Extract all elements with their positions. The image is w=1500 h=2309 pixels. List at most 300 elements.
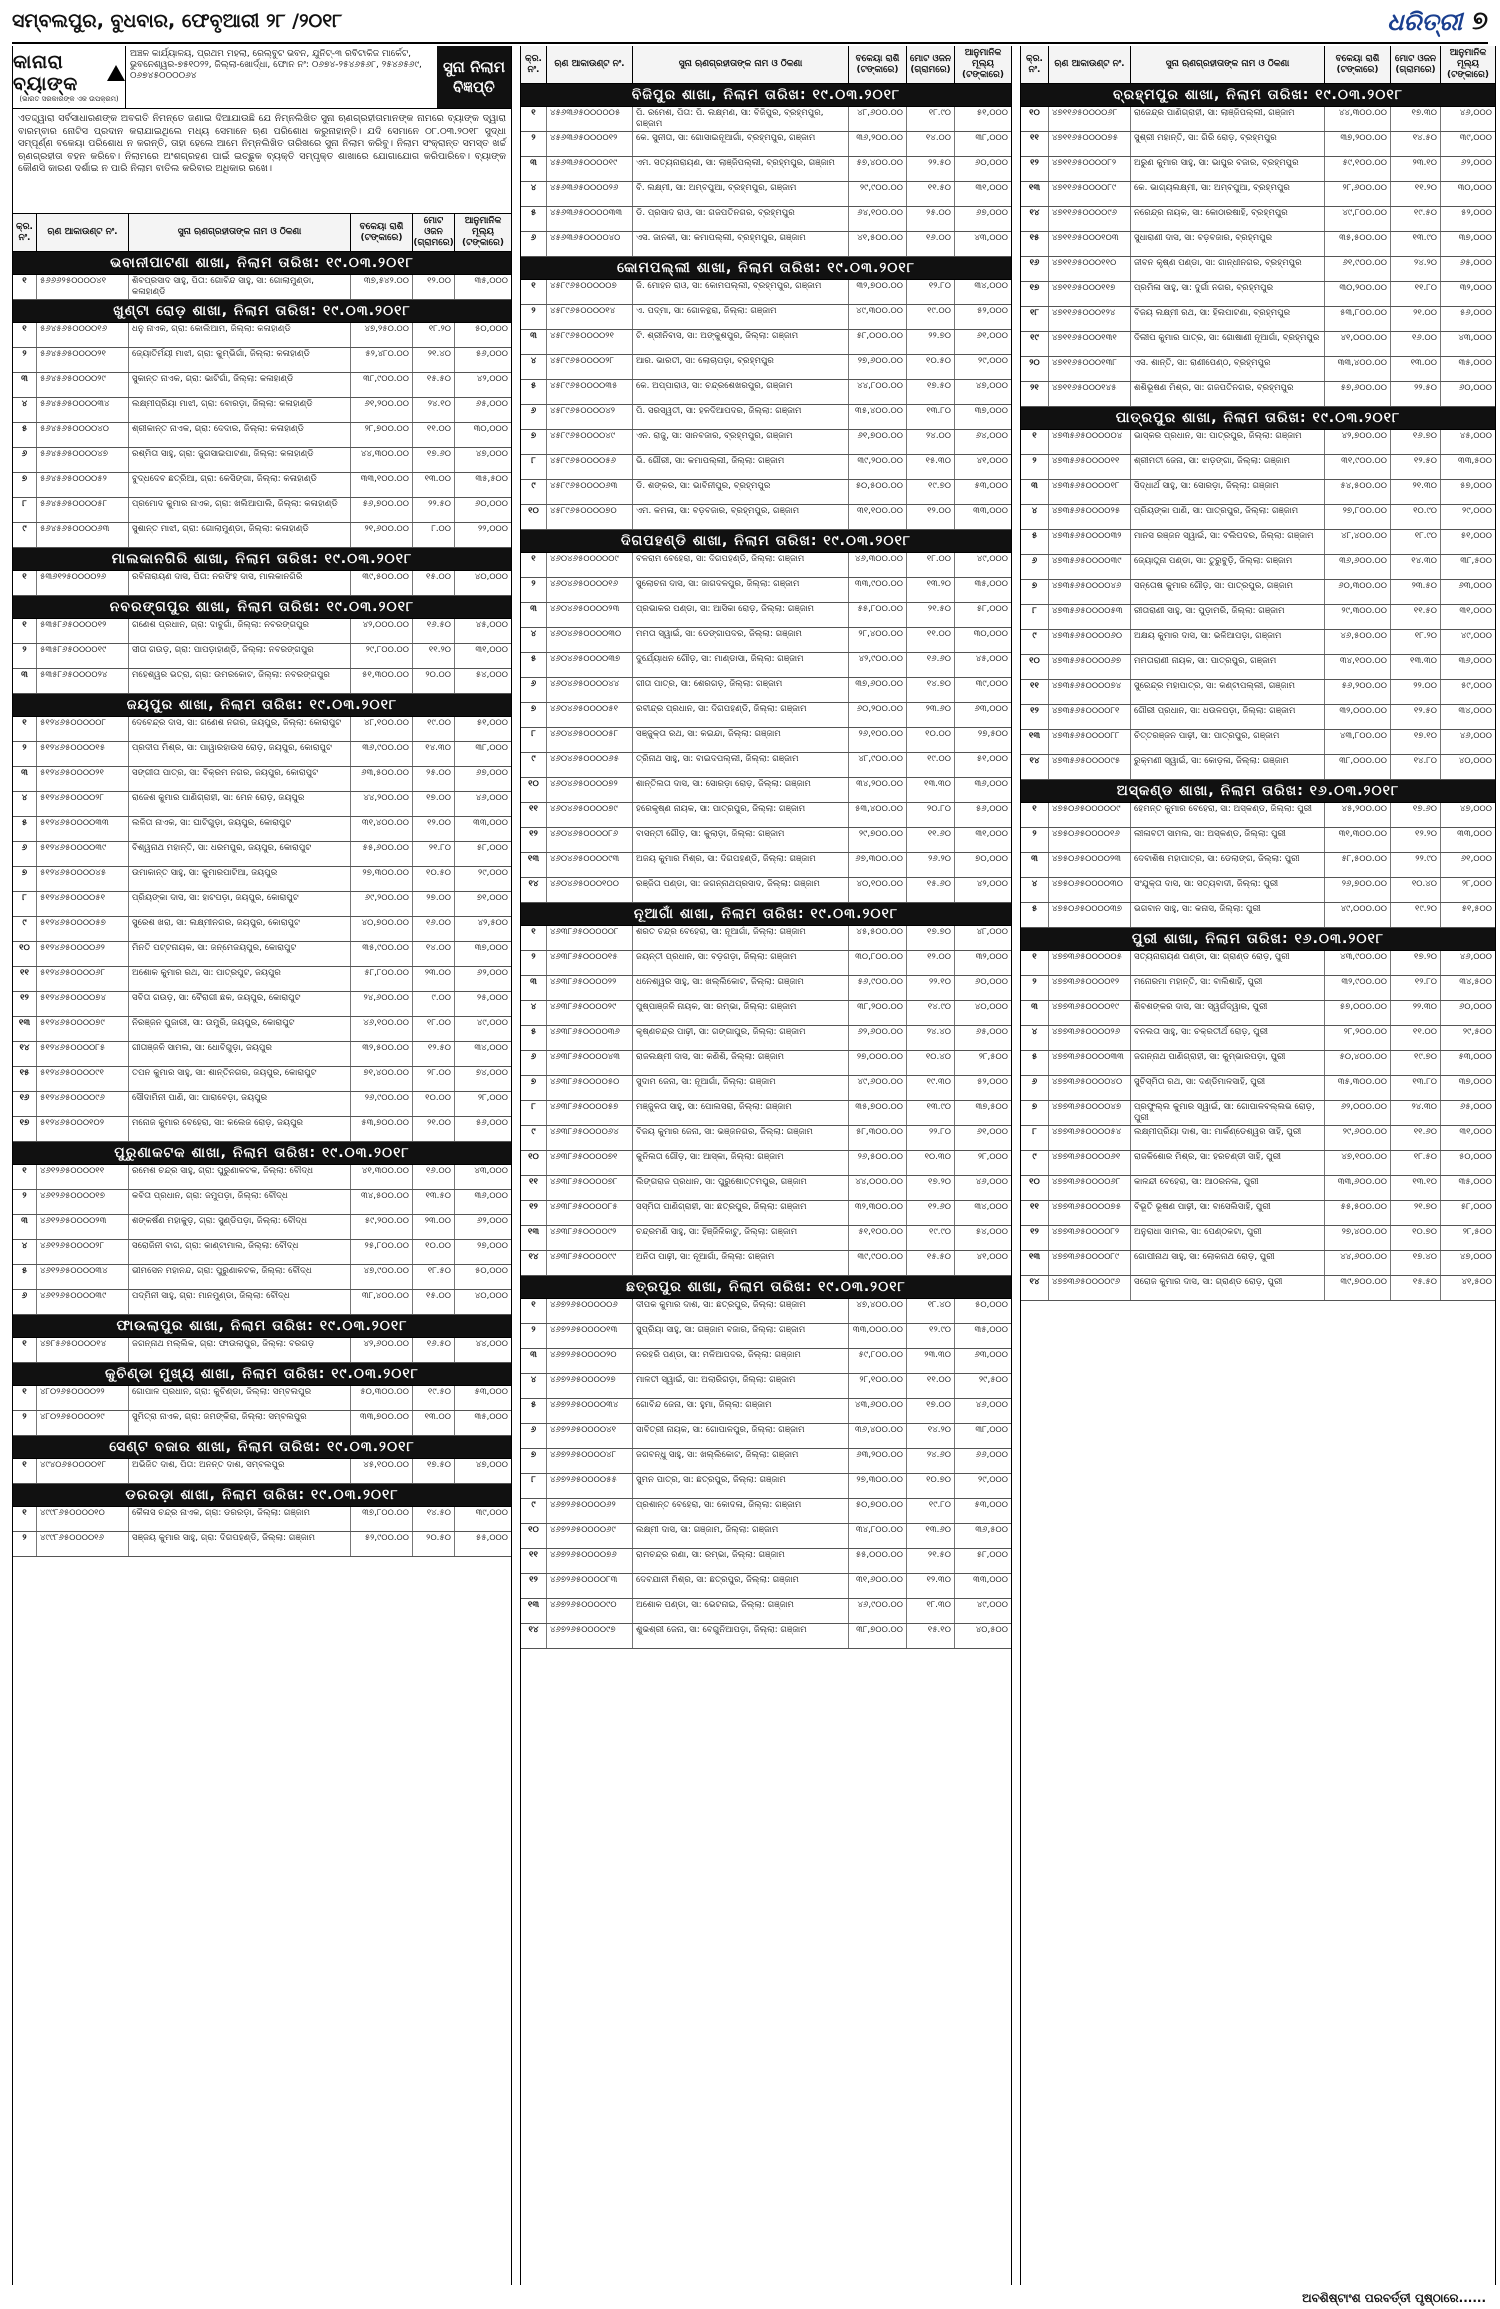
cell-value: ୬୦,୦୦୦ (1458, 1002, 1492, 1012)
cell-due: ୩୨,୫୦୦.୦୦ (351, 1042, 413, 1066)
cell-serial: ୪ (13, 792, 37, 816)
branch-heading: ବିଜିପୁର ଶାଖା, ନିଲାମ ତାରିଖ: ୧୯.୦୩.୨୦୧୮ (521, 84, 1011, 107)
cell-name: ମାଳତୀ ସ୍ୱାଇଁ, ସା: ଅଲାରିଗଡ଼ା, ଜିଲ୍ଲା: ଗଞ୍ଜାମ (633, 1374, 849, 1398)
cell-name: ଦେବଯାନୀ ମିଶ୍ର, ସା: ଛତ୍ରପୁର, ଜିଲ୍ଲା: ଗଞ୍ଜାମ (633, 1574, 849, 1598)
cell-serial: ୪ (521, 355, 547, 379)
cell-serial: ୯ (13, 917, 37, 941)
cell-name: ପୁଷ୍ପାଞ୍ଜଳି ନାୟକ, ସା: ରମ୍ଭା, ଜିଲ୍ଲା: ଗଞ୍ଜାମ (633, 1001, 849, 1025)
cell-due: ୪୨,୬୦୦.୦୦ (351, 1338, 413, 1362)
cell-weight: ୧୧.୫୦ (1391, 605, 1441, 629)
cell-account: ୪୬୭୨୬୫୦୦୦୦୪୮ (547, 1449, 633, 1473)
cell-value: ୫୬,୦୦୦ (1459, 308, 1492, 318)
page-number: ୭ (1472, 5, 1488, 36)
cell-name: ମମତାରାଣୀ ନାୟକ, ସା: ପାତ୍ରପୁର, ଗଞ୍ଜାମ (1131, 655, 1325, 679)
cell-account: ୪୫୬୩୬୫୦୦୦୦୨୬ (547, 182, 633, 206)
cell-weight: ୧୦.୪୦ (1391, 878, 1441, 902)
table-row (1021, 307, 1495, 332)
cell-weight: ୧୭.୧୦ (1391, 730, 1441, 754)
column-1 (12, 46, 512, 2285)
cell-due: ୨୯,୯୦୦.୦୦ (849, 182, 907, 206)
cell-name: ସାବିତ୍ରୀ ନାୟକ, ସା: ଗୋପାଳପୁର, ଜିଲ୍ଲା: ଗଞ୍ଜାମ (633, 1424, 849, 1448)
cell-weight: ୧୪.୨୦ (907, 1424, 955, 1448)
header-serial: କ୍ର. ନଂ. (521, 46, 547, 83)
cell-value: ୨୯,୦୦୦ (978, 1475, 1008, 1485)
cell-due: ୩୧,୯୦୦.୦୦ (1325, 455, 1391, 479)
cell-account: ୫୬୪୫୬୫୦୦୦୦୫୮ (37, 498, 129, 522)
cell-serial: ୧୬ (1021, 257, 1049, 281)
cell-weight: ୧୦.୪୦ (907, 1051, 955, 1075)
cell-due: ୩୬,୯୦୦.୦୦ (351, 742, 413, 766)
cell-weight: ୧୭.୭୦ (907, 926, 955, 950)
cell-weight: ୨୦.୮୦ (907, 803, 955, 827)
cell-account: ୫୧୨୪୬୫୦୦୦୦୧୫ (37, 742, 129, 766)
cell-name: କେ. ସୁନୀତା, ସା: ଗୋସାଇନୂଆଗାଁ, ବ୍ରହ୍ମପୁର, ଗଞ୍ଜାମ (633, 132, 849, 156)
cell-account: ୪୫୮୯୬୫୦୦୦୦୨୧ (547, 330, 633, 354)
table-row (521, 628, 1011, 653)
cell-serial: ୧୨ (1021, 1226, 1049, 1250)
cell-due: ୩୮,୨୦୦.୦୦ (849, 1001, 907, 1025)
cell-weight: ୨୪.୦୦ (907, 430, 955, 454)
cell-due: ୫୫,୦୦୦.୦୦ (849, 1549, 907, 1573)
cell-due: ୪୩,୬୦୦.୦୦ (849, 1399, 907, 1423)
dateline: ସମ୍ବଲପୁର, ବୁଧବାର, ଫେବୃଆରୀ ୨୮ /୨୦୧୮ (12, 10, 343, 32)
cell-account: ୪୭୩୫୬୫୦୦୦୦୩୯ (1049, 555, 1131, 579)
cell-account: ୪୫୮୯୬୫୦୦୦୦୪୯ (547, 430, 633, 454)
cell-value: ୬୬,୦୦୦ (975, 1450, 1008, 1460)
branch-heading: ପୁରୀ ଶାଖା, ନିଲାମ ତାରିଖ: ୧୬.୦୩.୨୦୧୮ (1021, 928, 1495, 951)
cell-weight: ୧୧.୦୦ (907, 628, 955, 652)
cell-account: ୫୬୪୫୬୫୦୦୦୦୪୦ (37, 423, 129, 447)
cell-account: ୪୫୮୯୬୫୦୦୦୦୨୮ (547, 355, 633, 379)
table-row (13, 917, 511, 942)
cell-serial: ୯ (1021, 1151, 1049, 1175)
cell-weight: ୧୪.୯୦ (907, 1001, 955, 1025)
cell-value: ୪୯,୦୦୦ (976, 554, 1008, 564)
cell-account: ୪୫୮୯୬୫୦୦୦୦୩୫ (547, 380, 633, 404)
cell-weight: ୧୯.୫୦ (413, 1386, 455, 1410)
header-weight: ମୋଟ ଓଜନ (ଗ୍ରାମରେ) (1391, 46, 1441, 83)
cell-weight: ୨୪.୪୦ (907, 1026, 955, 1050)
cell-due: ୩୫,୭୦୦.୦୦ (849, 1101, 907, 1125)
cell-due: ୩୫,୪୦୦.୦୦ (849, 405, 907, 429)
table-row (1021, 1026, 1495, 1051)
table-row (1021, 1051, 1495, 1076)
cell-value: ୨୯,୫୦୦ (1462, 1027, 1492, 1037)
cell-serial: ୨ (521, 951, 547, 975)
cell-due: ୪୪,୬୦୦.୦୦ (1325, 1251, 1391, 1275)
cell-value: ୨୮,୫୦୦ (1462, 1227, 1492, 1237)
cell-serial: ୨ (13, 1190, 37, 1214)
cell-value: ୩୮,୫୦୦ (1460, 556, 1492, 566)
cell-due: ୫୦,୭୦୦.୦୦ (849, 1499, 907, 1523)
cell-weight: ୨୫.୦୦ (907, 207, 955, 231)
branch-heading: ଡରରଡ଼ା ଶାଖା, ନିଲାମ ତାରିଖ: ୧୯.୦୩.୨୦୧୮ (13, 1484, 511, 1507)
cell-due: ୪୭,୨୫୦.୦୦ (351, 323, 413, 347)
cell-due: ୫୯,୨୦୦.୦୦ (351, 1215, 413, 1239)
cell-value: ୫୨,୦୦୦ (976, 306, 1008, 316)
table-row (1021, 853, 1495, 878)
table-row (521, 1424, 1011, 1449)
cell-account: ୪୬୦୪୬୫୦୦୦୦୩୭ (547, 653, 633, 677)
cell-serial: ୩ (13, 669, 37, 693)
cell-weight: ୧୩.୦୦ (413, 1411, 455, 1435)
cell-name: ବିଶ୍ୱନାଥ ମହାନ୍ତି, ସା: ଧରମପୁର, ଜୟପୁର, କୋରାପୁଟ (129, 842, 351, 866)
cell-value: ୩୧,୦୦୦ (975, 829, 1008, 839)
cell-weight: ୧୮.୨୦ (413, 323, 455, 347)
cell-weight: ୧୦.୦୦ (413, 1240, 455, 1264)
bank-address: ଅଞ୍ଚଳ କାର୍ଯ୍ୟାଳୟ, ପ୍ରଥମ ମହଲା, ରେଲ୍‌ବୁଟ ଭବନ, ଯୁନିଟ୍-୩ ରବିଟାକିଜ ମାର୍କେଟ, ଭୁବନେଶ୍ୱର-୭୫୧୦୨୨, ଜିଲ୍ଲା-ଖୋର୍ଦ୍ଧା, ଫୋନ ନଂ: ୦୬୭୪-୨୫୪୬୫୬୮, ୨୫୪୬୫୬୯, ୦୬୭୪୫୦୦୦୦୬୪ (130, 49, 422, 81)
cell-account: ୪୮୦୨୬୫୦୦୦୦୨୨ (37, 1386, 129, 1410)
cell-serial: ୧୨ (13, 992, 37, 1016)
cell-value: ୬୧,୦୦୦ (976, 1127, 1008, 1137)
cell-account: ୫୧୨୪୬୫୦୦୦୦୫୧ (37, 892, 129, 916)
cell-name: ଲକ୍ଷ୍ମୀପ୍ରିୟା ମାଝୀ, ଗ୍ରା: ବୋରଡ଼ା, ଜିଲ୍ଲା: କଳାହାଣ୍ଡି (129, 398, 351, 422)
cell-name: ସୁରେଶ ଖରା, ସା: ଲକ୍ଷ୍ମୀନଗର, ଜୟପୁର, କୋରାପୁଟ (129, 917, 351, 941)
ad-title (437, 46, 511, 108)
cell-account: ୪୭୭୩୬୫୦୦୦୦୪୦ (1049, 1076, 1131, 1100)
table-row (1021, 530, 1495, 555)
cell-serial: ୧୪ (1021, 755, 1049, 779)
cell-serial: ୧୯ (1021, 332, 1049, 356)
table-header (521, 46, 1011, 84)
table-row (1021, 555, 1495, 580)
cell-name: ଜୀବନ କୃଷ୍ଣ ପଣ୍ଡା, ସା: ଗାନ୍ଧୀନଗର, ବ୍ରହ୍ମପୁର (1131, 257, 1325, 281)
cell-name: ସୁକାନ୍ତ ନାଏକ, ଗ୍ରା: ଭାଟିଗାଁ, ଜିଲ୍ଲା: କଳାହାଣ୍ଡି (129, 373, 351, 397)
cell-weight: ୨୧.୮୦ (413, 842, 455, 866)
table-row (521, 951, 1011, 976)
cell-value: ୨୯,୦୦୦ (478, 868, 508, 878)
cell-weight: ୧୦.୯୦ (1391, 505, 1441, 529)
cell-due: ୫୨,୯୦୦.୦୦ (351, 1532, 413, 1556)
table-row (13, 1532, 511, 1557)
cell-account: ୪୬୦୪୬୫୦୦୦୦୯୩ (547, 853, 633, 877)
cell-serial: ୯ (521, 480, 547, 504)
cell-name: ଗଣେଶ ପ୍ରଧାନ, ଗ୍ରା: ଦାବୁଗାଁ, ଜିଲ୍ଲା: ନବରଙ୍ଗପୁର (129, 619, 351, 643)
cell-value: ୪୦,୦୦୦ (1458, 756, 1492, 766)
cell-name: ଅଶୋକ କୁମାର ରଥ, ସା: ପାତ୍ରପୁଟ, ଜୟପୁର (129, 967, 351, 991)
cell-due: ୬୪,୧୦୦.୦୦ (849, 207, 907, 231)
table-row (1021, 282, 1495, 307)
table-row (521, 380, 1011, 405)
cell-account: ୪୭୭୩୬୫୦୦୦୦୮୯ (1049, 1251, 1131, 1275)
cell-value: ୩୯,୦୦୦ (1459, 133, 1492, 143)
table-row (1021, 680, 1495, 705)
cell-account: ୪୬୧୨୬୫୦୦୦୦୧୭ (37, 1190, 129, 1214)
cell-name: ଦୁର୍ଯ୍ୟୋଧନ ଗୌଡ଼, ସା: ମାଣ୍ଡାସା, ଜିଲ୍ଲା: ଗଞ୍ଜାମ (633, 653, 849, 677)
cell-account: ୫୧୨୪୬୫୦୦୦୦୪୫ (37, 867, 129, 891)
cell-due: ୪୭,୧୦୦.୦୦ (1325, 1151, 1391, 1175)
cell-due: ୩୪,୫୦୦.୦୦ (351, 1190, 413, 1214)
table-row (521, 355, 1011, 380)
cell-name: ଏ. ପଦ୍ମା, ସା: ଗୋଳନ୍ଥରା, ଜିଲ୍ଲା: ଗଞ୍ଜାମ (633, 305, 849, 329)
cell-weight: ୨୨.୯୦ (1391, 853, 1441, 877)
table-row (521, 926, 1011, 951)
cell-account: ୪୬୧୨୬୫୦୦୦୦୩୯ (37, 1290, 129, 1314)
cell-serial: ୧ (13, 717, 37, 741)
cell-value: ୫୩,୦୦୦ (1458, 1052, 1492, 1062)
cell-value: ୪୧,୦୦୦ (976, 456, 1008, 466)
cell-name: ରାମଚନ୍ଦ୍ର ରଣା, ସା: ରମ୍ଭା, ଜିଲ୍ଲା: ଗଞ୍ଜାମ (633, 1549, 849, 1573)
cell-value: ୩୧,୦୦୦ (975, 183, 1008, 193)
cell-serial: ୧୪ (521, 1624, 547, 1648)
cell-account: ୪୭୩୫୬୫୦୦୦୦୩୨ (1049, 530, 1131, 554)
cell-weight: ୧୭.୨୦ (1391, 951, 1441, 975)
table-row (13, 767, 511, 792)
cell-due: ୫୮,୦୦୦.୦୦ (849, 330, 907, 354)
cell-serial: ୪ (13, 1240, 37, 1264)
cell-due: ୪୬,୯୦୦.୦୦ (849, 1599, 907, 1623)
cell-due: ୫୫,୮୦୦.୦୦ (849, 603, 907, 627)
cell-weight: ୨୨.୦୦ (1391, 680, 1441, 704)
cell-due: ୬୦,୨୦୦.୦୦ (849, 703, 907, 727)
cell-account: ୪୬୭୨୬୫୦୦୦୦୬୯ (547, 1524, 633, 1548)
cell-account: ୪୭୫୦୬୫୦୦୦୦୦୯ (1049, 803, 1131, 827)
cell-serial: ୧୧ (521, 1176, 547, 1200)
cell-account: ୫୬୪୫୬୫୦୦୦୦୨୯ (37, 373, 129, 397)
cell-weight: ୨୩.୧୦ (1391, 157, 1441, 181)
cell-account: ୪୬୦୪୬୫୦୦୦୧୦୦ (547, 878, 633, 902)
cell-name: ତପନ କୁମାର ସାହୁ, ସା: ଶାନ୍ତିନଗର, ଜୟପୁର, କୋରାପୁଟ (129, 1067, 351, 1091)
cell-account: ୪୬୦୪୬୫୦୦୦୦୭୨ (547, 778, 633, 802)
cell-serial: ୧୪ (1021, 207, 1049, 231)
cell-value: ୩୫,୦୦୦ (974, 579, 1008, 589)
branch-heading: ଜୟପୁର ଶାଖା, ନିଲାମ ତାରିଖ: ୧୯.୦୩.୨୦୧୮ (13, 694, 511, 717)
table-row (521, 1251, 1011, 1276)
cell-account: ୫୧୨୪୬୫୦୦୦୦୬୨ (37, 942, 129, 966)
cell-serial: ୧ (521, 926, 547, 950)
table-row (521, 132, 1011, 157)
cell-name: ଡି. ଶଙ୍କର, ସା: ଭାବିନୀପୁର, ବ୍ରହ୍ମପୁର (633, 480, 849, 504)
table-row (13, 1017, 511, 1042)
cell-name: ଅନିତା ପାଢ଼ୀ, ସା: ନୂଆଗାଁ, ଜିଲ୍ଲା: ଗଞ୍ଜାମ (633, 1251, 849, 1275)
cell-serial: ୧୩ (521, 1226, 547, 1250)
cell-account: ୪୬୩୮୬୫୦୦୦୦୫୭ (547, 1101, 633, 1125)
table-row (1021, 107, 1495, 132)
cell-weight: ୧୧.୦୦ (1391, 1026, 1441, 1050)
cell-value: ୬୨,୦୦୦ (476, 968, 508, 978)
table-row (521, 1524, 1011, 1549)
cell-weight: ୧୨.୫୦ (1391, 455, 1441, 479)
cell-account: ୪୭୩୫୬୫୦୦୦୦୫୩ (1049, 605, 1131, 629)
cell-account: ୪୭୭୩୬୫୦୦୦୦୮୨ (1049, 1226, 1131, 1250)
table-row (521, 1574, 1011, 1599)
cell-due: ୨୫,୮୦୦.୦୦ (351, 1240, 413, 1264)
cell-due: ୫୯,୮୦୦.୦୦ (849, 1349, 907, 1373)
cell-weight: ୧୯.୫୦ (1391, 207, 1441, 231)
header-name: ସୁନା ଋଣଗ୍ରହୀତାଙ୍କ ନାମ ଓ ଠିକଣା (633, 46, 849, 83)
cell-value: ୪୯,୦୦୦ (1460, 631, 1492, 641)
cell-value: ୫୩,୦୦୦ (474, 1387, 508, 1397)
cell-account: ୪୬୦୪୬୫୦୦୦୦୭୯ (547, 803, 633, 827)
cell-weight: ୧୮.୯୦ (907, 107, 955, 131)
cell-value: ୪୧,୦୦୦ (976, 1252, 1008, 1262)
cell-name: ଶଙ୍କର୍ଷଣ ମହାକୁଡ଼, ଗ୍ରା: ସୁଣ୍ଡିପଡ଼ା, ଜିଲ୍ଲା: ବୌଦ୍ଧ (129, 1215, 351, 1239)
cell-account: ୪୭୫୦୬୫୦୦୦୦୩୦ (1049, 878, 1131, 902)
cell-weight: ୧୩.୩୦ (907, 778, 955, 802)
cell-value: ୨୯,୦୦୦ (1462, 506, 1492, 516)
cell-value: ୩୪,୦୦୦ (474, 1043, 508, 1053)
cell-account: ୪୭୫୦୬୫୦୦୦୦୨୩ (1049, 853, 1131, 877)
cell-account: ୪୫୮୯୬୫୦୦୦୦୧୪ (547, 305, 633, 329)
bank-triangle-icon (107, 65, 125, 81)
cell-weight: ୧୨.୮୦ (1391, 976, 1441, 1000)
cell-value: ୫୧,୦୦୦ (976, 754, 1008, 764)
table-row (13, 892, 511, 917)
cell-name: କାଳନ୍ଦୀ ବେହେରା, ସା: ଆଠରନଳା, ପୁରୀ (1131, 1176, 1325, 1200)
cell-value: ୬୨,୦୦୦ (1460, 158, 1492, 168)
cell-name: ସନ୍ତୋଷ କୁମାର ଗୌଡ଼, ସା: ପାତ୍ରପୁର, ଗଞ୍ଜାମ (1131, 580, 1325, 604)
cell-due: ୪୦,୭୦୦.୦୦ (351, 917, 413, 941)
table-row (1021, 730, 1495, 755)
cell-account: ୪୫୮୯୬୫୦୦୦୦୬୩ (547, 480, 633, 504)
cell-account: ୪୬୩୮୬୫୦୦୦୦୬୪ (547, 1126, 633, 1150)
cell-account: ୪୬୦୪୬୫୦୦୦୦୨୩ (547, 603, 633, 627)
cell-weight: ୧୮.୫୦ (413, 1265, 455, 1289)
cell-weight: ୨୭.୦୦ (413, 892, 455, 916)
cell-due: ୩୮,୭୦୦.୦୦ (849, 1624, 907, 1648)
table-row (13, 1290, 511, 1315)
cell-account: ୪୬୭୨୬୫୦୦୦୦୫୫ (547, 1474, 633, 1498)
cell-name: ସତ୍ୟନାରାୟଣ ପଣ୍ଡା, ସା: ଗ୍ରାଣ୍ଡ ରୋଡ଼, ପୁରୀ (1131, 951, 1325, 975)
table-row (13, 1165, 511, 1190)
cell-value: ୫୦,୦୦୦ (975, 1300, 1008, 1310)
cell-name: ସଙ୍ଗୀତା ପାତ୍ର, ସା: ବିକ୍ରମ ନଗର, ଜୟପୁର, କୋରାପୁଟ (129, 767, 351, 791)
cell-value: ୫୮,୦୦୦ (476, 843, 508, 853)
table-row (1021, 505, 1495, 530)
cell-value: ୫୮,୦୦୦ (976, 604, 1008, 614)
table-row (13, 473, 511, 498)
cell-name: ଏମ. କମଳା, ସା: ବଡ଼ବଜାର, ବ୍ରହ୍ମପୁର, ଗଞ୍ଜାମ (633, 505, 849, 529)
cell-name: କବିତା ପ୍ରଧାନ, ଗ୍ରା: ଜମୁପଡ଼ା, ଜିଲ୍ଲା: ବୌଦ୍ଧ (129, 1190, 351, 1214)
cell-name: ସୁରେନ୍ଦ୍ର ମହାପାତ୍ର, ସା: କଣ୍ଟାପଲ୍ଲୀ, ଗଞ୍ଜାମ (1131, 680, 1325, 704)
cell-value: ୪୨,୦୦୦ (976, 879, 1008, 889)
table-row (1021, 332, 1495, 357)
cell-account: ୪୭୩୫୬୫୦୦୦୦୧୧ (1049, 455, 1131, 479)
cell-value: ୩୬,୦୦୦ (474, 1191, 508, 1201)
cell-name: ଚନ୍ଦ୍ରମଣି ସାହୁ, ସା: ହିଞ୍ଜିଳିକାଟୁ, ଜିଲ୍ଲା: ଗଞ୍ଜାମ (633, 1226, 849, 1250)
cell-value: ୬୨,୦୦୦ (476, 1216, 508, 1226)
cell-weight: ୨୦.୫୦ (413, 1532, 455, 1556)
cell-serial: ୧୧ (1021, 680, 1049, 704)
cell-serial: ୧ (13, 1507, 37, 1531)
cell-name: କେ. ଭାଗ୍ୟଲକ୍ଷ୍ମୀ, ସା: ଅମ୍ବପୁଆ, ବ୍ରହ୍ମପୁର (1131, 182, 1325, 206)
table-row (521, 703, 1011, 728)
table-row (13, 1117, 511, 1142)
cell-weight: ୧୫.୧୦ (907, 1624, 955, 1648)
cell-serial: ୬ (521, 1424, 547, 1448)
cell-due: ୩୬,୬୦୦.୦୦ (1325, 555, 1391, 579)
cell-account: ୪୭୮୫୬୫୦୦୦୦୧୪ (37, 1338, 129, 1362)
cell-due: ୩୨,୩୦୦.୦୦ (849, 1201, 907, 1225)
table-row (1021, 1001, 1495, 1026)
cell-weight: ୧୯.୨୦ (1391, 903, 1441, 927)
cell-name: ଅଜୟ କୁମାର ମିଶ୍ର, ସା: ଦିଗପହଣ୍ଡି, ଜିଲ୍ଲା: ଗଞ୍ଜାମ (633, 853, 849, 877)
table-row (13, 1240, 511, 1265)
cell-account: ୪୬୭୨୬୫୦୦୦୦୬୨ (547, 1499, 633, 1523)
table-row (1021, 480, 1495, 505)
table-row (521, 1549, 1011, 1574)
table-row (13, 792, 511, 817)
cell-account: ୪୬୩୮୬୫୦୦୦୦୯୯ (547, 1251, 633, 1275)
branch-heading: ନବରଙ୍ଗପୁର ଶାଖା, ନିଲାମ ତାରିଖ: ୧୯.୦୩.୨୦୧୮ (13, 596, 511, 619)
cell-value: ୩୭,୦୦୦ (474, 943, 508, 953)
cell-account: ୫୬୪୫୬୫୦୦୦୦୪୭ (37, 448, 129, 472)
cell-name: ପ୍ରିୟଙ୍କା ପାଣି, ସା: ପାତ୍ରପୁର, ଜିଲ୍ଲା: ଗଞ୍ଜାମ (1131, 505, 1325, 529)
table-row (521, 1051, 1011, 1076)
cell-weight: ୧୮.୨୦ (1391, 630, 1441, 654)
continued-note: ଅବଶିଷ୍ଟାଂଶ ପରବର୍ତ୍ତୀ ପୃଷ୍ଠାରେ...... (1302, 2291, 1486, 2305)
cell-name: ଅଭିଜିତ ଦାଶ, ପିତା: ଅନନ୍ତ ଦାଶ, ସମ୍ବଲପୁର (129, 1459, 351, 1483)
cell-account: ୪୭୭୩୬୫୦୦୦୦୯୬ (1049, 1276, 1131, 1300)
cell-serial: ୧୬ (13, 1092, 37, 1116)
table-row (1021, 755, 1495, 780)
table-row (521, 1324, 1011, 1349)
cell-serial: ୬ (1021, 1076, 1049, 1100)
cell-weight: ୧୩.୦୦ (413, 473, 455, 497)
cell-serial: ୧୩ (1021, 730, 1049, 754)
cell-name: ସରୋଜ କୁମାର ଦାସ, ସା: ଗ୍ରାଣ୍ଡ ରୋଡ଼, ପୁରୀ (1131, 1276, 1325, 1300)
table-row (13, 373, 511, 398)
cell-name: ରଶ୍ମିତା ସାହୁ, ଗ୍ରା: ଜୁଗସାଇପାଟଣା, ଜିଲ୍ଲା: କଳାହାଣ୍ଡି (129, 448, 351, 472)
cell-account: ୪୭୭୩୬୫୦୦୦୦୦୫ (1049, 951, 1131, 975)
cell-weight: ୨୪.୬୦ (907, 1449, 955, 1473)
cell-serial: ୩ (521, 330, 547, 354)
cell-weight: ୧୨.୦୦ (907, 951, 955, 975)
cell-serial: ୫ (521, 653, 547, 677)
cell-name: ଜ୍ୟୋତିର୍ମୟୀ ମାଝୀ, ଗ୍ରା: କୁମ୍ଭିଗାଁ, ଜିଲ୍ଲା: କଳାହାଣ୍ଡି (129, 348, 351, 372)
cell-value: ୩୩,୦୦୦ (973, 506, 1008, 516)
bank-subtitle: (ଭାରତ ସରକାରଙ୍କ ଏକ ଉପକ୍ରମ) (19, 94, 119, 103)
cell-name: ମନୋରମା ମହାନ୍ତି, ସା: ବାଲିଶାହି, ପୁରୀ (1131, 976, 1325, 1000)
cell-value: ୫୧,୦୦୦ (976, 108, 1008, 118)
cell-value: ୫୮,୦୦୦ (976, 1550, 1008, 1560)
branch-heading: ପୁରୁଣାକଟକ ଶାଖା, ନିଲାମ ତାରିଖ: ୧୯.୦୩.୨୦୧୮ (13, 1142, 511, 1165)
cell-value: ୫୬,୦୦୦ (975, 804, 1008, 814)
cell-serial: ୭ (521, 703, 547, 727)
cell-serial: ୫ (521, 207, 547, 231)
cell-value: ୪୧,୫୦୦ (1461, 1277, 1492, 1287)
table-row (521, 1201, 1011, 1226)
cell-weight: ୧୫.୩୦ (907, 455, 955, 479)
cell-value: ୫୬,୦୦୦ (475, 1118, 508, 1128)
cell-account: ୪୭୭୩୬୫୦୦୦୦୩୩ (1049, 1051, 1131, 1075)
cell-value: ୪୭,୦୦୦ (475, 449, 508, 459)
cell-name: ସଞ୍ଜୟ କୁମାର ସାହୁ, ଗ୍ରା: ଦିଗପହଣ୍ଡି, ଜିଲ୍ଲା: ଗଞ୍ଜାମ (129, 1532, 351, 1556)
cell-due: ୩୭,୬୦୦.୦୦ (849, 678, 907, 702)
cell-due: ୨୪,୬୦୦.୦୦ (351, 992, 413, 1016)
cell-weight: ୯.୦୦ (413, 992, 455, 1016)
cell-serial: ୬ (13, 1290, 37, 1314)
cell-account: ୪୬୩୮୬୫୦୦୦୦୩୬ (547, 1026, 633, 1050)
cell-weight: ୨୨.୫୦ (413, 498, 455, 522)
cell-serial: ୫ (13, 423, 37, 447)
cell-value: ୬୩,୦୦୦ (974, 704, 1008, 714)
cell-due: ୩୯,୭୦୦.୦୦ (1325, 1276, 1391, 1300)
cell-serial: ୬ (13, 448, 37, 472)
cell-name: ରମେଶ ଚନ୍ଦ୍ର ସାହୁ, ଗ୍ରା: ପୁରୁଣାକଟକ, ଜିଲ୍ଲା: ବୌଦ୍ଧ (129, 1165, 351, 1189)
cell-weight: ୨୨.୮୦ (907, 1126, 955, 1150)
cell-serial: ୧୪ (521, 878, 547, 902)
cell-due: ୨୮,୨୦୦.୦୦ (1325, 1026, 1391, 1050)
branch-heading: ନୂଆଗାଁ ଶାଖା, ନିଲାମ ତାରିଖ: ୧୯.୦୩.୨୦୧୮ (521, 903, 1011, 926)
cell-account: ୪୭୩୫୬୫୦୦୦୦୧୮ (1049, 480, 1131, 504)
cell-account: ୫୧୨୪୬୫୦୦୦୦୩୩ (37, 817, 129, 841)
cell-weight: ୧୩.୯୦ (1391, 232, 1441, 256)
cell-serial: ୧୦ (1021, 655, 1049, 679)
cell-account: ୫୩୫୮୬୫୦୦୦୦୧୯ (37, 644, 129, 668)
cell-name: ସୁଚିସ୍ମିତା ରଥ, ସା: ଦଣ୍ଡିମାଳସାହି, ପୁରୀ (1131, 1076, 1325, 1100)
table-row (521, 107, 1011, 132)
